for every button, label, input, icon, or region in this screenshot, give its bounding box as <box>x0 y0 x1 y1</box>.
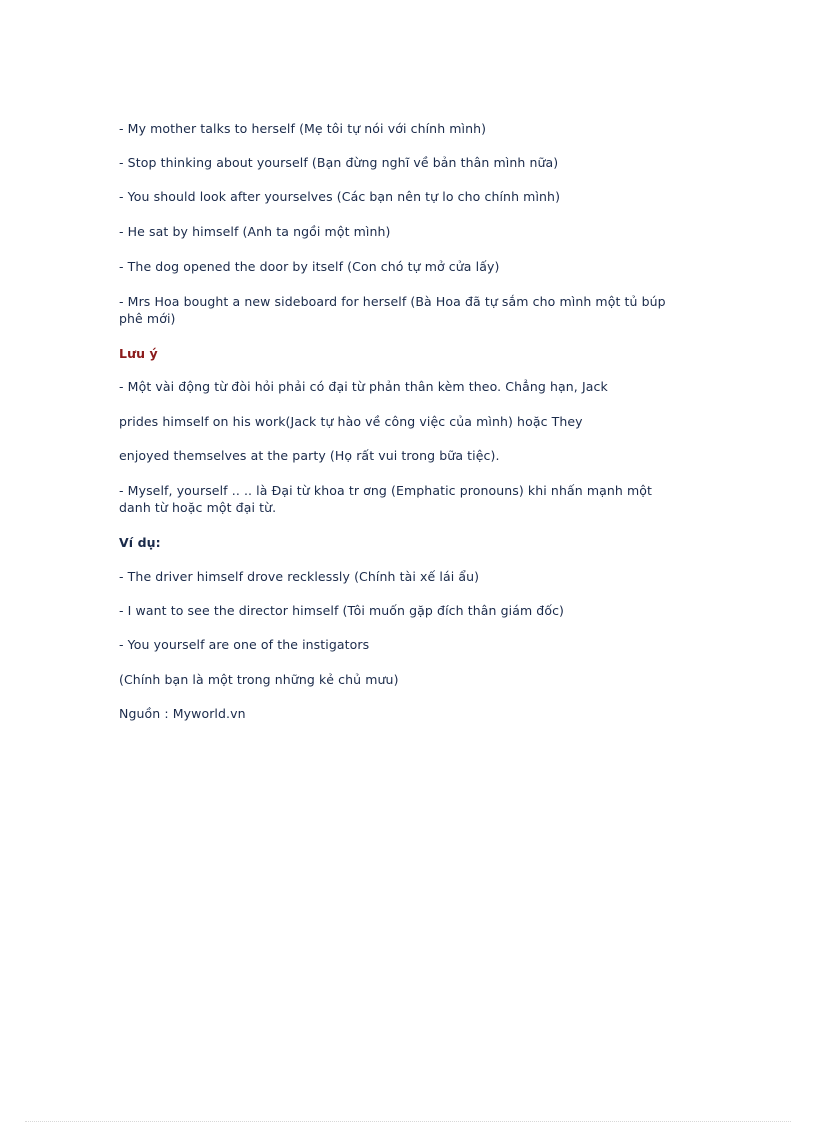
example-line: - The dog opened the door by itself (Con chó tự mở cửa lấy) <box>119 259 500 274</box>
example-line: - I want to see the director himself (Tôi muốn gặp đích thân giám đốc) <box>119 603 565 618</box>
source-credit: Nguồn : Myworld.vn <box>119 706 246 721</box>
example-line: - My mother talks to herself (Mẹ tôi tự nói với chính mình) <box>119 121 487 136</box>
note-line: - Một vài động từ đòi hỏi phải có đại từ phản thân kèm theo. Chẳng hạn, Jack <box>119 379 608 394</box>
example-line: - You should look after yourselves (Các bạn nên tự lo cho chính mình) <box>119 189 561 204</box>
note-line: enjoyed themselves at the party (Họ rất vui trong bữa tiệc). <box>119 448 500 463</box>
note-line: prides himself on his work(Jack tự hào về công việc của mình) hoặc They <box>119 414 583 429</box>
note-line: - Myself, yourself .. .. là Đại từ khoa tr ơng (Emphatic pronouns) khi nhấn mạnh một danh từ hoặc một đại từ. <box>119 483 653 515</box>
example-line: - Mrs Hoa bought a new sideboard for herself (Bà Hoa đã tự sắm cho mình một tủ búp phê mới) <box>119 294 666 326</box>
example-line: - You yourself are one of the instigators <box>119 637 370 652</box>
page-bottom-divider <box>25 1121 791 1122</box>
example-heading: Ví dụ: <box>119 535 161 550</box>
note-heading: Lưu ý <box>119 346 158 361</box>
example-line: (Chính bạn là một trong những kẻ chủ mưu) <box>119 672 399 687</box>
example-line: - He sat by himself (Anh ta ngồi một mình) <box>119 224 391 239</box>
example-line: - Stop thinking about yourself (Bạn đừng nghĩ về bản thân mình nữa) <box>119 155 559 170</box>
example-line: - The driver himself drove recklessly (Chính tài xế lái ẩu) <box>119 569 480 584</box>
